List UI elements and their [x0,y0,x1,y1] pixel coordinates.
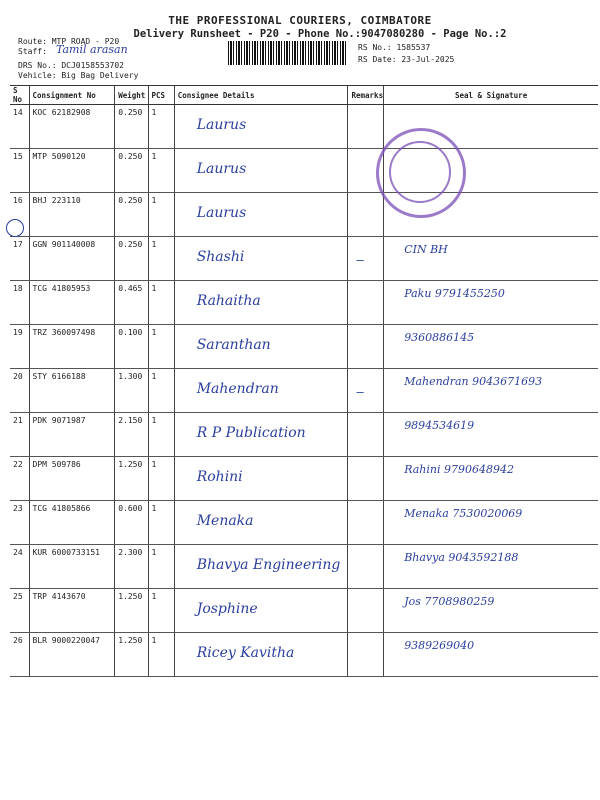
row-remarks [348,633,384,677]
table-row [10,149,598,193]
row-consignment-no: KOC 62182908 [29,105,115,149]
consignee-signature: Bhavya Engineering [196,557,341,573]
row-remarks [348,105,384,149]
row-sno: 22 [10,457,29,501]
row-consignment-no: TCG 41805953 [29,281,115,325]
row-pcs: 1 [148,193,174,237]
row-sno: 21 [10,413,29,457]
row-pcs: 1 [148,501,174,545]
runsheet-table [10,85,598,677]
document-title: THE PROFESSIONAL COURIERS, COIMBATORE [168,14,432,27]
row-consignment-no: PDK 9071987 [29,413,115,457]
table-row [10,325,598,369]
row-consignee-details [174,325,348,369]
row-pcs: 1 [148,149,174,193]
table-header-row [10,86,598,105]
table-row [10,589,598,633]
row-seal-signature [384,589,598,633]
row-seal-signature [384,457,598,501]
consignee-signature: Saranthan [196,337,271,353]
col-header-consignment: Consignment No [29,86,115,105]
row-consignee-details [174,501,348,545]
receiver-signature: Rahini 9790648942 [404,463,514,476]
row-remarks [348,501,384,545]
row-remarks [348,237,384,281]
row-consignment-no: TRP 4143670 [29,589,115,633]
row-pcs: 1 [148,105,174,149]
row-consignee-details [174,193,348,237]
row-weight: 1.300 [115,369,148,413]
row-consignment-no: KUR 6000733151 [29,545,115,589]
barcode [228,41,346,65]
consignee-signature: Rahaitha [196,293,261,309]
col-header-pcs: PCS [148,86,174,105]
consignee-signature: Josphine [196,601,258,617]
table-row [10,545,598,589]
consignee-signature: R P Publication [196,425,306,441]
staff-signature: Tamil arasan [56,43,128,56]
row-pcs: 1 [148,413,174,457]
row-sno: 20 [10,369,29,413]
rs-date: RS Date: 23-Jul-2025 [358,55,455,64]
staff-label: Staff: [18,47,47,56]
row-pcs: 1 [148,633,174,677]
receiver-signature: Menaka 7530020069 [404,507,523,520]
row-sno: 15 [10,149,29,193]
consignee-signature: Rohini [196,469,243,485]
consignee-signature: Laurus [196,117,247,133]
row-seal-signature [384,281,598,325]
receiver-signature: 9389269040 [404,639,475,652]
route-label: Route: MTP ROAD - P20 [18,37,120,46]
row-pcs: 1 [148,325,174,369]
row-weight: 0.465 [115,281,148,325]
row-seal-signature [384,545,598,589]
row-consignment-no: TRZ 360097498 [29,325,115,369]
row-remarks [348,325,384,369]
row-weight: 1.250 [115,633,148,677]
table-row [10,457,598,501]
row-sno: 14 [10,105,29,149]
table-row [10,237,598,281]
row-consignee-details [174,589,348,633]
table-row [10,193,598,237]
table-row [10,501,598,545]
row-sno: 24 [10,545,29,589]
row-consignment-no: TCG 41805866 [29,501,115,545]
row-sno: 25 [10,589,29,633]
rs-number: RS No.: 1585537 [358,43,431,52]
row-consignee-details [174,545,348,589]
row-consignee-details [174,369,348,413]
consignee-signature: Shashi [196,249,245,265]
row-seal-signature [384,633,598,677]
row-consignee-details [174,413,348,457]
row-pcs: 1 [148,281,174,325]
row-consignee-details [174,105,348,149]
drs-number: DRS No.: DCJ0158553702 [18,61,124,70]
row-pcs: 1 [148,457,174,501]
row-weight: 0.250 [115,149,148,193]
consignee-signature: Mahendran [196,381,279,397]
row-remarks [348,589,384,633]
row-17-circle-mark [6,219,24,237]
table-row [10,633,598,677]
row-weight: 0.250 [115,193,148,237]
row-weight: 2.300 [115,545,148,589]
row-seal-signature [384,325,598,369]
receiver-signature: 9360886145 [404,331,475,344]
row-sno: 26 [10,633,29,677]
row-seal-signature [384,369,598,413]
company-seal-stamp [376,128,466,218]
table-row [10,369,598,413]
col-header-remarks: Remarks [348,86,384,105]
row-weight: 0.100 [115,325,148,369]
table-row [10,281,598,325]
row-seal-signature [384,237,598,281]
row-pcs: 1 [148,545,174,589]
row-sno: 16 [10,193,29,237]
row-weight: 2.150 [115,413,148,457]
row-consignee-details [174,149,348,193]
remark-mark: — [356,385,364,399]
receiver-signature: Paku 9791455250 [404,287,505,300]
row-sno: 23 [10,501,29,545]
row-consignee-details [174,457,348,501]
vehicle-label: Vehicle: Big Bag Delivery [18,71,139,80]
table-row [10,413,598,457]
row-consignee-details [174,237,348,281]
row-consignment-no: STY 6166188 [29,369,115,413]
row-weight: 0.250 [115,237,148,281]
consignee-signature: Laurus [196,205,247,221]
row-remarks [348,413,384,457]
row-sno: 18 [10,281,29,325]
row-remarks [348,457,384,501]
row-pcs: 1 [148,369,174,413]
runsheet-subtitle: Delivery Runsheet - P20 - Phone No.:9047080280 - Page No.:2 [133,28,507,40]
row-weight: 1.250 [115,457,148,501]
row-consignment-no: BLR 9000220047 [29,633,115,677]
receiver-signature: CIN BH [404,243,448,256]
consignee-signature: Laurus [196,161,247,177]
row-remarks [348,369,384,413]
row-remarks [348,545,384,589]
row-remarks [348,193,384,237]
row-seal-signature [384,501,598,545]
col-header-consignee: Consignee Details [174,86,348,105]
row-remarks [348,281,384,325]
receiver-signature: 9894534619 [404,419,475,432]
receiver-signature: Mahendran 9043671693 [404,375,543,388]
remark-mark: — [356,253,364,267]
row-consignment-no: MTP 5090120 [29,149,115,193]
row-consignee-details [174,281,348,325]
row-seal-signature [384,413,598,457]
row-sno: 17 [10,237,29,281]
row-consignment-no: DPM 509786 [29,457,115,501]
table-row [10,105,598,149]
row-consignment-no: GGN 901140008 [29,237,115,281]
receiver-signature: Bhavya 9043592188 [404,551,519,564]
col-header-weight: Weight [115,86,148,105]
row-sno: 19 [10,325,29,369]
row-weight: 0.250 [115,105,148,149]
row-pcs: 1 [148,589,174,633]
col-header-sno: S No [10,86,29,105]
row-weight: 0.600 [115,501,148,545]
col-header-seal: Seal & Signature [384,86,598,105]
row-pcs: 1 [148,237,174,281]
consignee-signature: Ricey Kavitha [196,645,295,661]
consignee-signature: Menaka [196,513,254,529]
row-weight: 1.250 [115,589,148,633]
receiver-signature: Jos 7708980259 [404,595,495,608]
row-consignee-details [174,633,348,677]
row-consignment-no: BHJ 223110 [29,193,115,237]
